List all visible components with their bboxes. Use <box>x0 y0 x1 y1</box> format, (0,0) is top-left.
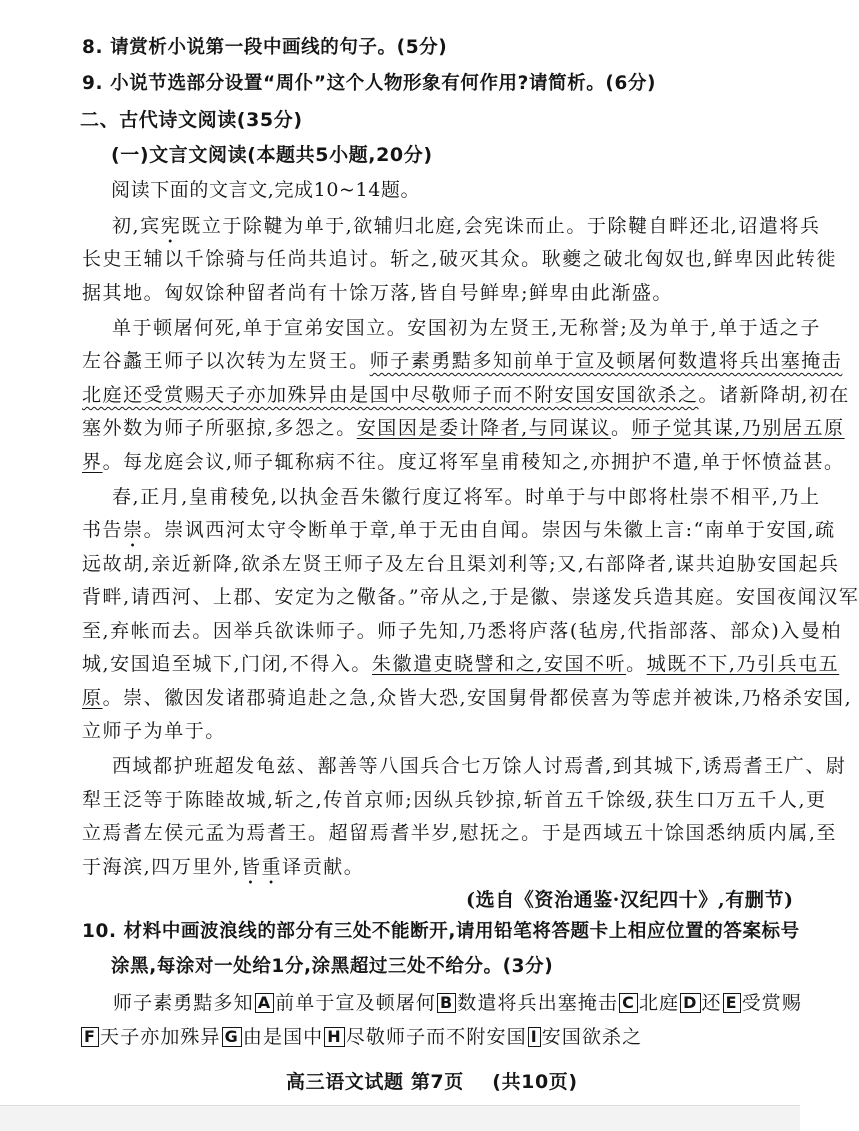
passage-line: 至,弃帐而去。因举兵欲诛师子。师子先知,乃悉将庐落(毡房,代指部落、部众)入曼柏 <box>82 620 842 642</box>
option-box-c[interactable]: C <box>619 993 638 1013</box>
answer-options-line: F 天子亦加殊异 G 由是国中 H 尽敬师子而不附安国 I 安国欲杀之 <box>80 1025 642 1049</box>
passage-line: 远故胡,亲近新降,欲杀左贤王师子及左台且渠刘利等;又,右部降者,谋共迫胁安国起兵 <box>82 553 840 575</box>
underlined-sentence: 安国因是委计降者,与同谋议 <box>356 417 611 439</box>
passage-line: 长史王辅以千馀骑与任尚共追讨。斩之,破灭其众。耿夔之破北匈奴也,鲜卑因此转徙 <box>82 248 837 270</box>
dotted-char: 皆重 <box>241 856 283 878</box>
section-title: 二、古代诗文阅读(35分) <box>80 109 303 131</box>
passage-line: 西域都护班超发龟兹、鄯善等八国兵合七万馀人讨焉耆,到其城下,诱焉耆王广、尉 <box>112 755 847 777</box>
passage-line: 城,安国追至城下,门闭,不得入。朱徽遣吏晓譬和之,安国不听。城既不下,乃引兵屯五 <box>82 653 840 675</box>
reading-instruction: 阅读下面的文言文,完成10~14题。 <box>111 179 421 201</box>
option-box-g[interactable]: G <box>222 1027 242 1047</box>
underlined-sentence: 原 <box>82 687 103 709</box>
passage-source: (选自《资治通鉴·汉纪四十》,有删节) <box>466 889 794 911</box>
passage-line: 原。崇、徽因发诸郡骑追赴之急,众皆大恐,安国舅骨都侯喜为等虑并被诛,乃格杀安国, <box>82 687 853 709</box>
wavy-underlined-text: 北庭还受赏赐天子亦加殊异由是国中尽敬师子而不附安国安国欲杀之 <box>82 384 699 406</box>
passage-line: 书告崇。崇讽西河太守令断单于章,单于无由自闻。崇因与朱徽上言:“南单于安国,疏 <box>82 519 836 541</box>
question-10: 10. 材料中画波浪线的部分有三处不能断开,请用铅笔将答题卡上相应位置的答案标号 <box>82 921 800 942</box>
option-box-h[interactable]: H <box>324 1027 345 1047</box>
option-box-e[interactable]: E <box>723 993 741 1013</box>
underlined-sentence: 界 <box>82 451 103 473</box>
passage-line: 据其地。匈奴馀种留者尚有十馀万落,皆自号鲜卑;鲜卑由此渐盛。 <box>82 282 673 304</box>
passage-line: 背畔,请西河、上郡、安定为之儆备。”帝从之,于是徽、崇遂发兵造其庭。安国夜闻汉军 <box>82 586 859 608</box>
footer-total: (共10页) <box>492 1071 578 1093</box>
passage-line: 初,宾宪既立于除鞬为单于,欲辅归北庭,会宪诛而止。于除鞬自畔还北,诏遣将兵 <box>112 215 821 237</box>
passage-line: 犁王泛等于陈睦故城,斩之,传首京师;因纵兵钞掠,斩首五千馀级,获生口万五千人,更 <box>82 789 827 811</box>
underlined-sentence: 师子觉其谋,乃别居五原 <box>631 417 845 439</box>
underlined-sentence: 城既不下,乃引兵屯五 <box>646 653 840 675</box>
page-footer <box>286 1070 578 1094</box>
wavy-underlined-text: 师子素勇黠多知前单于宣及顿屠何数遣将兵出塞掩击 <box>369 350 843 372</box>
underlined-sentence: 朱徽遣吏晓譬和之,安国不听 <box>371 653 627 675</box>
passage-line: 北庭还受赏赐天子亦加殊异由是国中尽敬师子而不附安国安国欲杀之。诸新降胡,初在 <box>82 384 850 406</box>
option-box-b[interactable]: B <box>437 993 456 1013</box>
dotted-char: 崇 <box>123 519 144 541</box>
passage-line: 塞外数为师子所驱掠,多怨之。安国因是委计降者,与同谋议。师子觉其谋,乃别居五原 <box>82 417 845 439</box>
option-box-i[interactable]: I <box>528 1027 541 1047</box>
question-9: 9. 小说节选部分设置“周仆”这个人物形象有何作用?请简析。(6分) <box>82 73 657 94</box>
section-subtitle: (一)文言文阅读(本题共5小题,20分) <box>111 144 433 166</box>
passage-line: 立师子为单于。 <box>82 720 226 742</box>
passage-line: 左谷蠡王师子以次转为左贤王。师子素勇黠多知前单于宣及顿屠何数遣将兵出塞掩击 <box>82 350 843 372</box>
passage-line: 春,正月,皇甫稜免,以执金吾朱徽行度辽将军。时单于与中郎将杜崇不相平,乃上 <box>112 486 821 508</box>
question-10-cont: 涂黑,每涂对一处给1分,涂黑超过三处不给分。(3分) <box>111 956 554 977</box>
passage-line: 界。每龙庭会议,师子辄称病不往。度辽将军皇甫稜知之,亦拥护不遣,单于怀愤益甚。 <box>82 451 845 473</box>
answer-options-line: 师子素勇黠多知 A 前单于宣及顿屠何 B 数遣将兵出塞掩击 C 北庭 D 还 E 受赏赐 <box>113 992 802 1014</box>
footer-title: 高三语文试题 第7页 <box>286 1071 464 1093</box>
option-box-a[interactable]: A <box>255 993 274 1013</box>
passage-line: 于海滨,四万里外,皆重译贡献。 <box>82 856 365 878</box>
question-8: 8. 请赏析小说第一段中画线的句子。(5分) <box>82 37 448 58</box>
scan-edge <box>0 1105 800 1131</box>
option-box-f[interactable]: F <box>81 1027 99 1047</box>
dotted-char: 宪 <box>160 215 182 237</box>
passage-line: 立焉耆左侯元孟为焉耆王。超留焉耆半岁,慰抚之。于是西域五十馀国悉纳质内属,至 <box>82 822 837 844</box>
option-box-d[interactable]: D <box>680 993 700 1013</box>
passage-line: 单于顿屠何死,单于宣弟安国立。安国初为左贤王,无称誉;及为单于,单于适之子 <box>112 317 821 339</box>
